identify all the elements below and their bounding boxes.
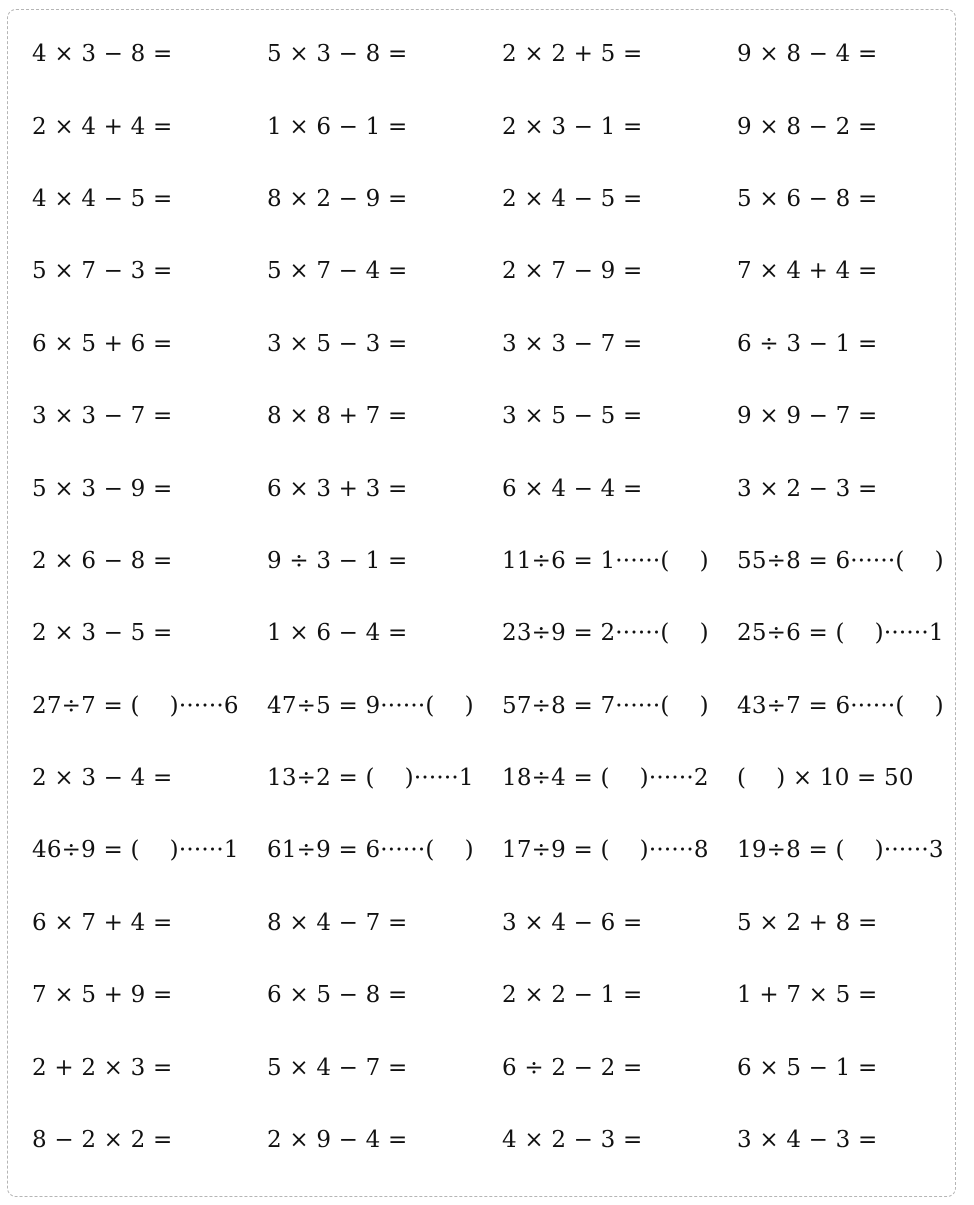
math-problem: 5 × 6 − 8 = bbox=[737, 185, 878, 212]
math-problem: 18÷4 = ( )······2 bbox=[502, 765, 709, 792]
math-problem: 8 × 2 − 9 = bbox=[267, 185, 408, 212]
math-problem: 9 × 8 − 2 = bbox=[737, 113, 878, 140]
math-problem: 3 × 4 − 6 = bbox=[502, 909, 643, 936]
problem-row bbox=[32, 18, 972, 90]
problem-row bbox=[32, 814, 972, 886]
math-problem: 5 × 3 − 8 = bbox=[267, 41, 408, 68]
math-problem: 7 × 4 + 4 = bbox=[737, 258, 878, 285]
math-problem: 1 × 6 − 4 = bbox=[267, 620, 408, 647]
math-problem: 11÷6 = 1······( ) bbox=[502, 547, 709, 574]
math-problem: 57÷8 = 7······( ) bbox=[502, 692, 709, 719]
math-problem: 2 × 3 − 4 = bbox=[32, 765, 173, 792]
math-problem: 3 × 3 − 7 = bbox=[32, 403, 173, 430]
math-problem: 3 × 5 − 3 = bbox=[267, 330, 408, 357]
math-problem: 5 × 3 − 9 = bbox=[32, 475, 173, 502]
problem-row bbox=[32, 308, 972, 380]
math-problem: 5 × 4 − 7 = bbox=[267, 1054, 408, 1081]
math-problem: 2 × 3 − 5 = bbox=[32, 620, 173, 647]
math-problem: 9 × 9 − 7 = bbox=[737, 403, 878, 430]
math-problem: 2 × 7 − 9 = bbox=[502, 258, 643, 285]
math-problem: 4 × 2 − 3 = bbox=[502, 1127, 643, 1154]
problem-row bbox=[32, 235, 972, 307]
math-problem: 13÷2 = ( )······1 bbox=[267, 765, 474, 792]
math-problem: 47÷5 = 9······( ) bbox=[267, 692, 474, 719]
math-problem: 6 × 4 − 4 = bbox=[502, 475, 643, 502]
math-problem: 2 + 2 × 3 = bbox=[32, 1054, 173, 1081]
math-problem: 5 × 7 − 3 = bbox=[32, 258, 173, 285]
math-problem: 4 × 4 − 5 = bbox=[32, 185, 173, 212]
math-problem: 6 × 3 + 3 = bbox=[267, 475, 408, 502]
math-problem: 7 × 5 + 9 = bbox=[32, 982, 173, 1009]
problem-row bbox=[32, 163, 972, 235]
math-problem: 3 × 2 − 3 = bbox=[737, 475, 878, 502]
math-problem: 1 + 7 × 5 = bbox=[737, 982, 878, 1009]
math-problem: 6 ÷ 3 − 1 = bbox=[737, 330, 878, 357]
math-problem: 3 × 4 − 3 = bbox=[737, 1127, 878, 1154]
math-problem: 2 × 3 − 1 = bbox=[502, 113, 643, 140]
problem-grid bbox=[32, 18, 972, 1176]
problem-row bbox=[32, 887, 972, 959]
math-problem: 3 × 3 − 7 = bbox=[502, 330, 643, 357]
math-problem: 2 × 4 + 4 = bbox=[32, 113, 173, 140]
math-problem: 5 × 7 − 4 = bbox=[267, 258, 408, 285]
problem-row bbox=[32, 525, 972, 597]
math-problem: 2 × 4 − 5 = bbox=[502, 185, 643, 212]
math-problem: 25÷6 = ( )······1 bbox=[737, 620, 944, 647]
problem-row bbox=[32, 90, 972, 162]
math-problem: 8 × 4 − 7 = bbox=[267, 909, 408, 936]
math-problem: 2 × 2 − 1 = bbox=[502, 982, 643, 1009]
math-problem: 2 × 6 − 8 = bbox=[32, 547, 173, 574]
math-problem: 6 × 7 + 4 = bbox=[32, 909, 173, 936]
math-problem: 8 × 8 + 7 = bbox=[267, 403, 408, 430]
math-problem: ( ) × 10 = 50 bbox=[737, 765, 914, 792]
math-problem: 23÷9 = 2······( ) bbox=[502, 620, 709, 647]
math-problem: 6 × 5 − 1 = bbox=[737, 1054, 878, 1081]
problem-row bbox=[32, 670, 972, 742]
problem-row bbox=[32, 959, 972, 1031]
math-problem: 43÷7 = 6······( ) bbox=[737, 692, 944, 719]
math-problem: 27÷7 = ( )······6 bbox=[32, 692, 239, 719]
math-problem: 2 × 9 − 4 = bbox=[267, 1127, 408, 1154]
math-problem: 9 ÷ 3 − 1 = bbox=[267, 547, 408, 574]
math-problem: 6 × 5 + 6 = bbox=[32, 330, 173, 357]
problem-row bbox=[32, 597, 972, 669]
math-problem: 61÷9 = 6······( ) bbox=[267, 837, 474, 864]
problem-row bbox=[32, 1031, 972, 1103]
math-problem: 6 ÷ 2 − 2 = bbox=[502, 1054, 643, 1081]
math-problem: 9 × 8 − 4 = bbox=[737, 41, 878, 68]
math-problem: 19÷8 = ( )······3 bbox=[737, 837, 944, 864]
math-problem: 5 × 2 + 8 = bbox=[737, 909, 878, 936]
math-problem: 3 × 5 − 5 = bbox=[502, 403, 643, 430]
math-problem: 6 × 5 − 8 = bbox=[267, 982, 408, 1009]
problem-row bbox=[32, 380, 972, 452]
math-problem: 1 × 6 − 1 = bbox=[267, 113, 408, 140]
problem-row bbox=[32, 742, 972, 814]
math-problem: 46÷9 = ( )······1 bbox=[32, 837, 239, 864]
problem-row bbox=[32, 452, 972, 524]
math-problem: 8 − 2 × 2 = bbox=[32, 1127, 173, 1154]
math-problem: 2 × 2 + 5 = bbox=[502, 41, 643, 68]
math-problem: 17÷9 = ( )······8 bbox=[502, 837, 709, 864]
problem-row bbox=[32, 1104, 972, 1176]
math-problem: 4 × 3 − 8 = bbox=[32, 41, 173, 68]
math-problem: 55÷8 = 6······( ) bbox=[737, 547, 944, 574]
